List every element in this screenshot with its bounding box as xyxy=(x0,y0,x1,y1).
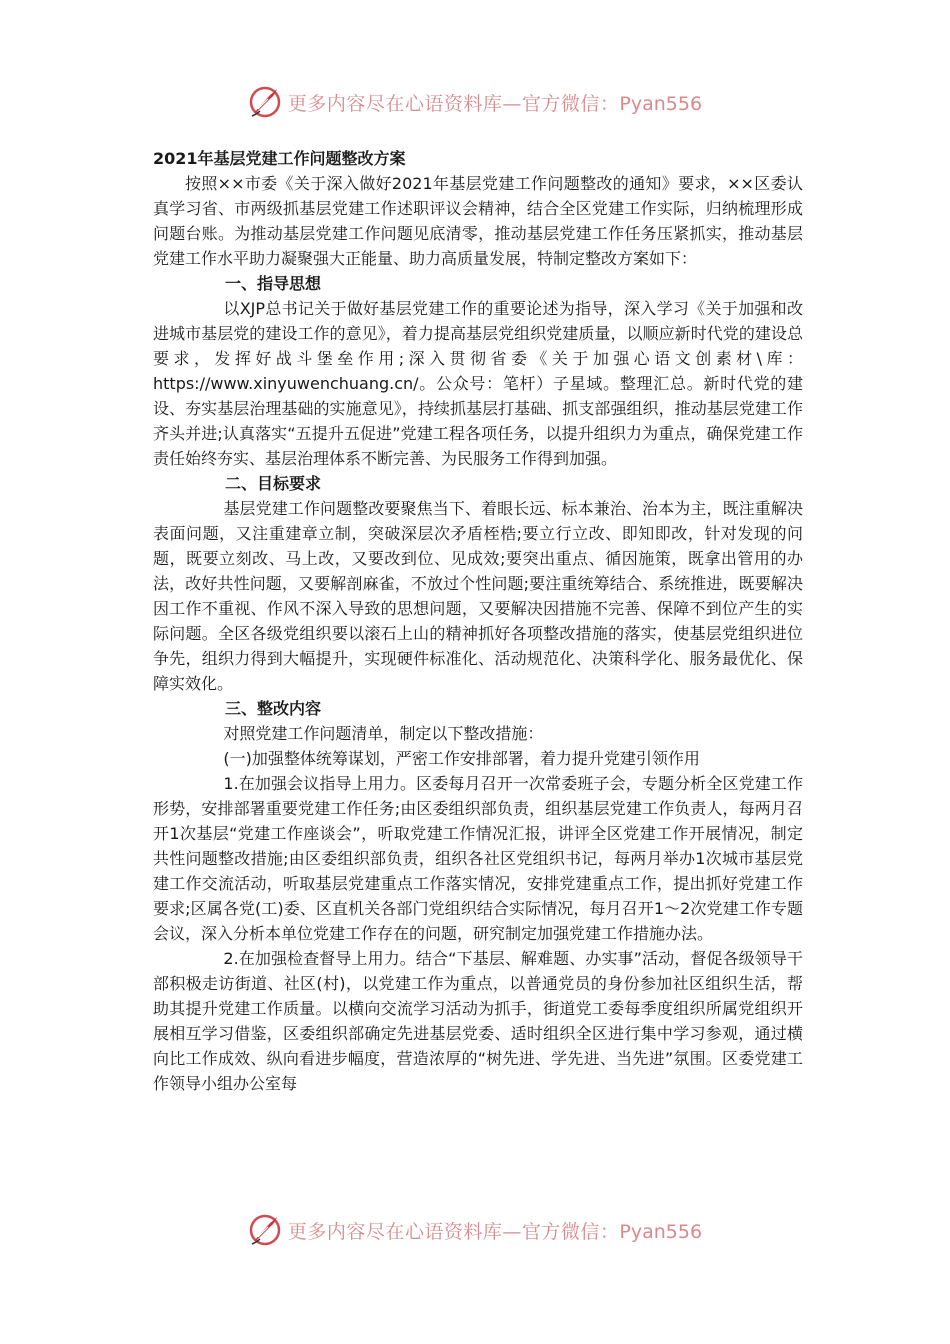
section-heading-goals: 二、目标要求 xyxy=(225,474,322,493)
watermark-header xyxy=(0,82,950,122)
subsection-heading: (一)加强整体统筹谋划，严密工作安排部署，着力提升党建引领作用 xyxy=(223,749,700,768)
section-body-guiding-thought: 以XJP总书记关于做好基层党建工作的重要论述为指导，深入学习《关于加强和改进城市基层党的建设工作的意见》，着力提高基层党组织党建质量，以顺应新时代党的建设总要求，发挥好战斗堡垒作用;深入贯彻省委《关于加强心语文创素材\库：https://www.xinyuwenchuang.cn/。公众号：笔杆）子星域。整理汇总。新时代党的建设、夯实基层治理基础的实施意见》，持续抓基层打基础、抓支部强组织，推动基层党建工作齐头并进;认真落实“五提升五促进”党建工程各项任务，以提升组织力为重点，确保党建工作责任始终夯实、基层治理体系不断完善、为民服务工作得到加强。 xyxy=(153,299,803,468)
watermark-text: 更多内容尽在心语资料库—官方微信：Pyan556 xyxy=(287,1220,703,1243)
pen-feather-logo-icon xyxy=(248,85,282,119)
pen-feather-logo-icon xyxy=(248,1213,282,1247)
watermark-footer xyxy=(0,1210,950,1250)
section-heading-guiding-thought: 一、指导思想 xyxy=(225,274,322,293)
list-item-inspection: 2.在加强检查督导上用力。结合“下基层、解难题、办实事”活动，督促各级领导干部积极走访街道、社区(村)，以党建工作为重点，以普通党员的身份参加社区组织生活，帮助其提升党建工作质量。以横向交流学习活动为抓手，街道党工委每季度组织所属党组织开展相互学习借鉴，区委组织部确定先进基层党委、适时组织全区进行集中学习参观，通过横向比工作成效、纵向看进步幅度，营造浓厚的“树先进、学先进、当先进”氛围。区委党建工作领导小组办公室每 xyxy=(153,949,803,1093)
section-body-goals: 基层党建工作问题整改要聚焦当下、着眼长远、标本兼治、治本为主，既注重解决表面问题，又注重建章立制，突破深层次矛盾桎梏;要立行立改、即知即改，针对发现的问题，既要立刻改、马上改，又要改到位、见成效;要突出重点、循因施策，既拿出管用的办法，改好共性问题，又要解剖麻雀，不放过个性问题;要注重统筹结合、系统推进，既要解决因工作不重视、作风不深入导致的思想问题，又要解决因措施不完善、保障不到位产生的实际问题。全区各级党组织要以滚石上山的精神抓好各项整改措施的落实，使基层党组织进位争先，组织力得到大幅提升，实现硬件标准化、活动规范化、决策科学化、服务最优化、保障实效化。 xyxy=(153,499,803,693)
section-heading-rectification: 三、整改内容 xyxy=(225,699,322,718)
document-title: 2021年基层党建工作问题整改方案 xyxy=(153,149,406,168)
watermark-handle: Pyan556 xyxy=(619,92,703,115)
list-item-meetings: 1.在加强会议指导上用力。区委每月召开一次常委班子会，专题分析全区党建工作形势，安排部署重要党建工作任务;由区委组织部负责，组织基层党建工作负责人，每两月召开1次基层“党建工作座谈会”，听取党建工作情况汇报，讲评全区党建工作开展情况，制定共性问题整改措施;由区委组织部负责，组织各社区党组织书记，每两月举办1次城市基层党建工作交流活动，听取基层党建重点工作落实情况，安排党建重点工作，提出抓好党建工作要求;区属各党(工)委、区直机关各部门党组织结合实际情况，每月召开1～2次党建工作专题会议，深入分析本单位党建工作存在的问题，研究制定加强党建工作措施办法。 xyxy=(153,774,803,943)
section-lead-rectification: 对照党建工作问题清单，制定以下整改措施： xyxy=(223,724,544,743)
document-body xyxy=(153,146,803,1096)
intro-paragraph: 按照××市委《关于深入做好2021年基层党建工作问题整改的通知》要求，××区委认真学习省、市两级抓基层党建工作述职评议会精神，结合全区党建工作实际，归纳梳理形成问题台账。为推动基层党建工作问题见底清零，推动基层党建工作任务压紧抓实，推动基层党建工作水平助力凝聚强大正能量、助力高质量发展，特制定整改方案如下： xyxy=(153,174,803,268)
watermark-text: 更多内容尽在心语资料库—官方微信：Pyan556 xyxy=(287,92,703,115)
watermark-handle: Pyan556 xyxy=(619,1220,703,1243)
